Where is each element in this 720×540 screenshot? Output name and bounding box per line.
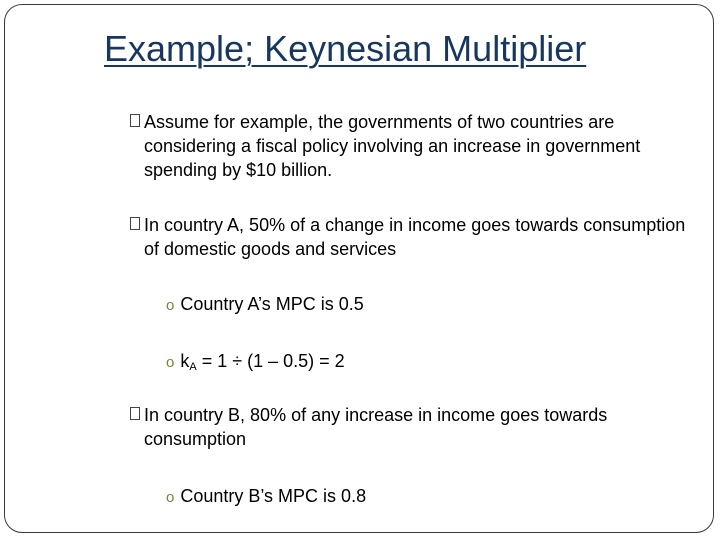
sub-bullet-b-mpc [166,484,366,510]
bullet-text: Assume for example, the governments of two countries are considering a fiscal policy involving an increase in government spending by $10 billion. [144,112,641,180]
sub-bullet-text: Country B’s MPC is 0.8 [180,486,367,506]
slide-title: Example; Keynesian Multiplier [104,28,587,69]
square-bullet-icon [130,217,140,230]
bullet-country-a [130,213,690,261]
bullet-assume [130,110,690,182]
circle-bullet-icon: o [166,297,175,314]
ka-k: k [180,351,190,371]
sub-bullet-a-mpc [166,292,364,318]
ka-formula: = 1 ÷ (1 – 0.5) = 2 [196,351,345,371]
square-bullet-icon [130,114,140,127]
slide-frame [4,4,714,533]
ka-subscript: A [189,361,197,373]
bullet-text: In country B, 80% of any increase in income goes towards consumption [144,405,608,449]
bullet-text: In country A, 50% of a change in income goes towards consumption of domestic goods and services [144,215,686,259]
square-bullet-icon [130,407,140,420]
sub-bullet-ka-formula [166,349,345,379]
circle-bullet-icon: o [166,354,175,371]
bullet-country-b [130,403,690,451]
circle-bullet-icon: o [166,489,175,506]
sub-bullet-text: Country A’s MPC is 0.5 [180,294,364,314]
